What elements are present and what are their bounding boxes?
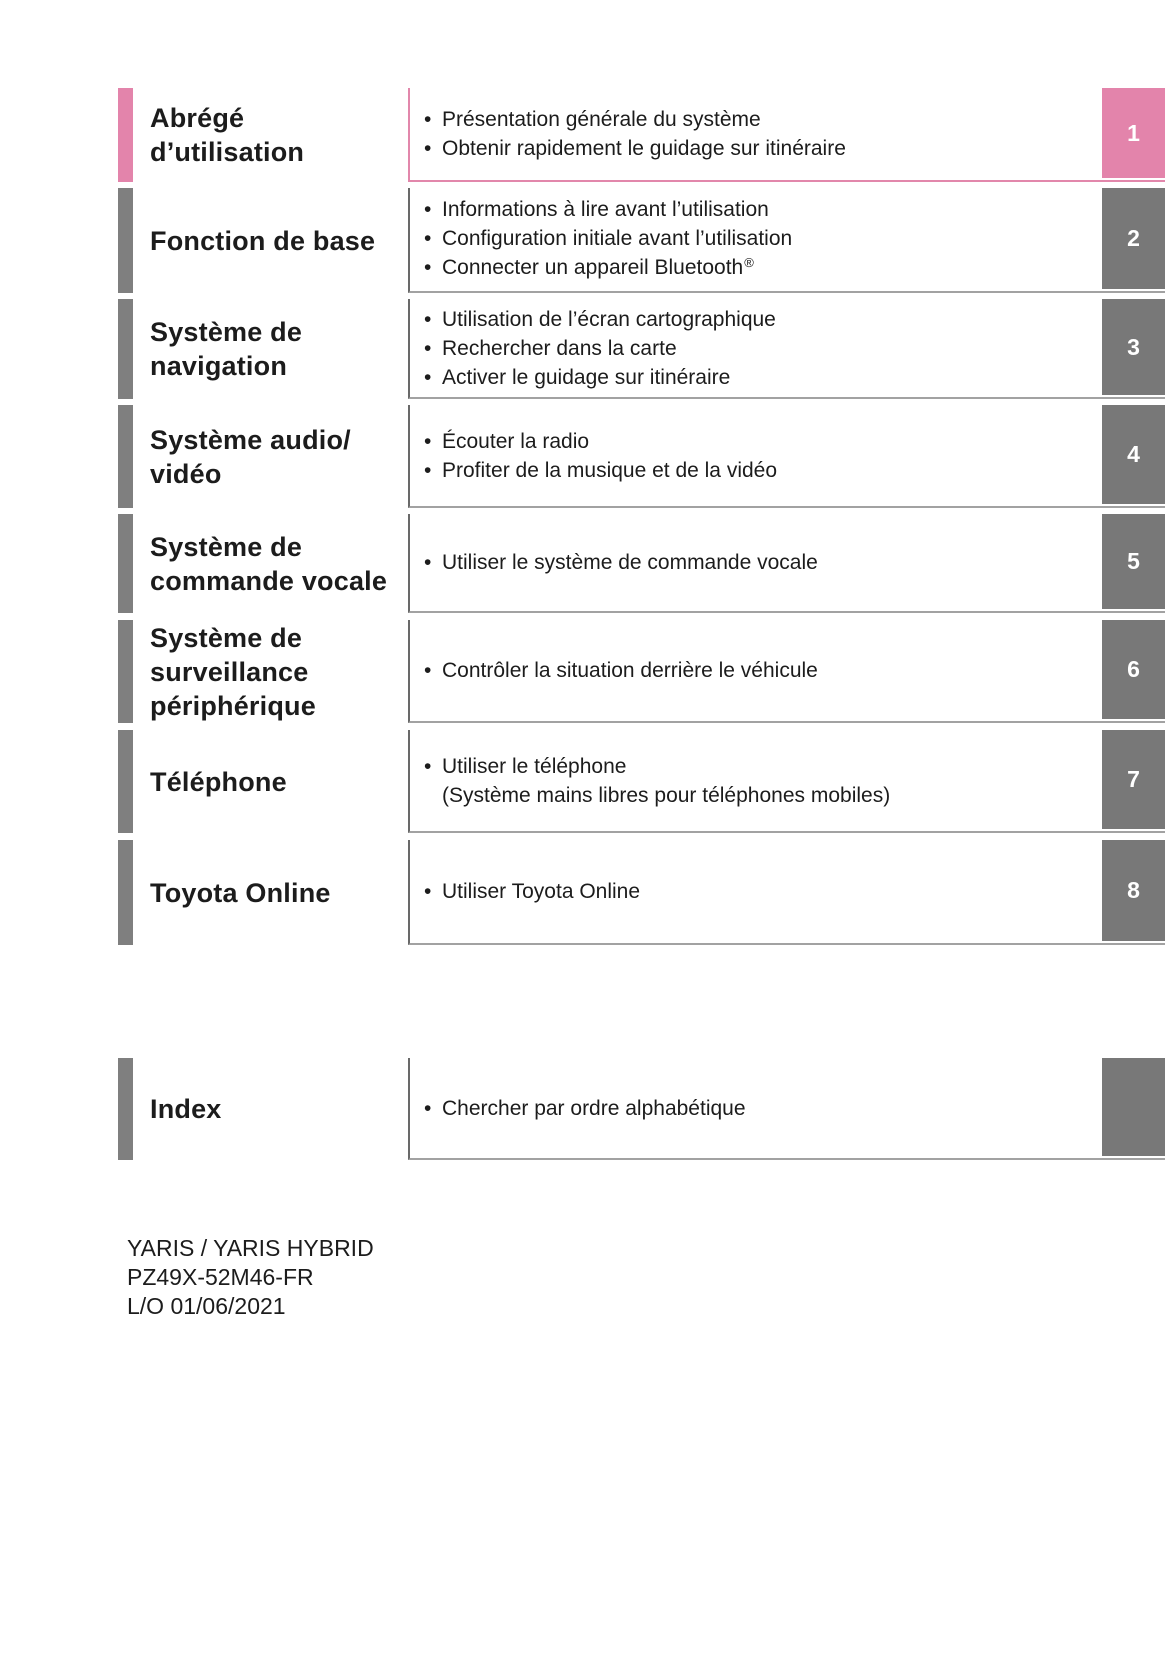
- summary-bullet: [424, 548, 1090, 577]
- publication-info: [127, 1234, 374, 1321]
- summary-bullet: [424, 752, 1090, 781]
- summary-continuation-line: [424, 781, 1090, 810]
- section-label-area: [118, 840, 408, 945]
- section-title: [150, 299, 302, 399]
- summary-bullet: [424, 1094, 1090, 1123]
- bullet-marker: •: [424, 307, 432, 331]
- chapter-tab-number: 4: [1127, 441, 1140, 467]
- section-label-area: [118, 514, 408, 613]
- section-title: [150, 620, 316, 723]
- section-summary-box: [408, 514, 1165, 613]
- section-row-navigation: [118, 299, 1165, 399]
- chapter-tab-3: [1102, 299, 1165, 395]
- summary-text: Utiliser le système de commande vocale: [442, 551, 818, 574]
- summary-bullet: [424, 334, 1090, 363]
- bullet-marker: •: [424, 429, 432, 453]
- footer-date-line: L/O 01/06/2021: [127, 1293, 286, 1319]
- section-summary-box: [408, 188, 1165, 293]
- summary-bullet: [424, 877, 1090, 906]
- section-row-fonction-de-base: [118, 188, 1165, 293]
- table-of-contents: [118, 88, 1165, 1160]
- summary-bullet: [424, 134, 1090, 163]
- section-title-line: Système de: [150, 317, 303, 347]
- section-color-bar: [118, 620, 133, 723]
- chapter-tab-1: [1102, 88, 1165, 178]
- section-title-line: navigation: [150, 351, 288, 381]
- summary-text: Obtenir rapidement le guidage sur itinéraire: [442, 137, 846, 160]
- chapter-tab-7: [1102, 730, 1165, 829]
- section-title-line: commande vocale: [150, 565, 388, 596]
- chapter-tab-number: 1: [1127, 119, 1140, 146]
- bullet-marker: •: [424, 137, 432, 160]
- section-summary-box: [408, 405, 1165, 508]
- chapter-tab-8: [1102, 840, 1165, 941]
- section-summary-box: [408, 620, 1165, 723]
- bullet-marker: •: [424, 551, 432, 574]
- bullet-marker: •: [424, 659, 432, 682]
- summary-bullet: [424, 427, 1090, 456]
- section-title: [150, 1058, 222, 1160]
- section-title-line: Index: [150, 1094, 222, 1124]
- section-title-line: Système de: [150, 622, 303, 653]
- summary-text: Profiter de la musique et de la vidéo: [442, 458, 778, 482]
- section-color-bar: [118, 730, 133, 833]
- summary-bullet: [424, 456, 1090, 485]
- section-summary-box: [408, 299, 1165, 399]
- summary-bullet: [424, 105, 1090, 134]
- summary-text: Utilisation de l’écran cartographique: [442, 307, 776, 331]
- summary-text: Utiliser le téléphone: [442, 754, 627, 778]
- chapter-tab-index: [1102, 1058, 1165, 1156]
- section-summary-box: [408, 730, 1165, 833]
- summary-bullet: [424, 305, 1090, 334]
- chapter-tab-2: [1102, 188, 1165, 289]
- bullet-marker: •: [424, 256, 432, 279]
- section-summary-box: [408, 88, 1165, 182]
- section-title-line: Téléphone: [150, 766, 287, 797]
- section-color-bar: [118, 840, 133, 945]
- section-row-surveillance: [118, 620, 1165, 723]
- summary-text: Chercher par ordre alphabétique: [442, 1096, 746, 1120]
- footer-part-number-line: PZ49X-52M46-FR: [127, 1264, 314, 1290]
- section-title: [150, 88, 304, 182]
- section-label-area: [118, 299, 408, 399]
- bullet-marker: •: [424, 198, 432, 221]
- chapter-tab-number: 5: [1127, 548, 1140, 574]
- bullet-marker: •: [424, 1096, 432, 1120]
- bullet-marker: •: [424, 227, 432, 250]
- summary-text: Écouter la radio: [442, 429, 590, 453]
- section-title-line: périphérique: [150, 690, 316, 721]
- summary-bullet: [424, 363, 1090, 392]
- section-color-bar: [118, 188, 133, 293]
- summary-text: Informations à lire avant l’utilisation: [442, 198, 769, 221]
- chapter-tab-4: [1102, 405, 1165, 504]
- chapter-tab-number: 7: [1127, 766, 1140, 792]
- section-summary-box: [408, 840, 1165, 945]
- section-color-bar: [118, 405, 133, 508]
- section-title: [150, 405, 351, 508]
- chapter-tab-number: 6: [1127, 656, 1140, 682]
- section-title-line: Toyota Online: [150, 877, 331, 908]
- summary-bullet: [424, 195, 1090, 224]
- bullet-marker: •: [424, 754, 432, 778]
- section-row-telephone: [118, 730, 1165, 833]
- summary-bullet: [424, 656, 1090, 685]
- section-title: [150, 840, 331, 945]
- bullet-marker: •: [424, 365, 432, 389]
- section-label-area: [118, 620, 408, 723]
- section-row-audio-video: [118, 405, 1165, 508]
- summary-text: Utiliser Toyota Online: [442, 880, 641, 903]
- section-row-toyota-online: [118, 840, 1165, 945]
- summary-bullet: [424, 224, 1090, 253]
- summary-text: Connecter un appareil Bluetooth: [442, 256, 744, 279]
- section-label-area: [118, 730, 408, 833]
- footer-model-line: YARIS / YARIS HYBRID: [127, 1235, 374, 1261]
- section-row-abrege: [118, 88, 1165, 182]
- bullet-marker: •: [424, 336, 432, 360]
- summary-text: Rechercher dans la carte: [442, 336, 677, 360]
- section-title-line: d’utilisation: [150, 137, 305, 167]
- summary-text: Activer le guidage sur itinéraire: [442, 365, 731, 389]
- section-color-bar: [118, 299, 133, 399]
- section-summary-box: [408, 1058, 1165, 1160]
- section-title: [150, 188, 375, 293]
- section-title-line: Système audio/: [150, 424, 351, 455]
- summary-text: Contrôler la situation derrière le véhicule: [442, 659, 818, 682]
- section-color-bar: [118, 514, 133, 613]
- section-title-line: surveillance: [150, 656, 309, 687]
- section-row-index: [118, 1058, 1165, 1160]
- section-title-line: Système de: [150, 531, 303, 562]
- bullet-marker: •: [424, 108, 432, 131]
- section-color-bar: [118, 88, 133, 182]
- summary-text: (Système mains libres pour téléphones mobiles): [442, 783, 891, 807]
- section-title: [150, 514, 387, 613]
- summary-text: Présentation générale du système: [442, 108, 761, 131]
- bullet-marker: •: [424, 880, 432, 903]
- chapter-tab-5: [1102, 514, 1165, 609]
- section-color-bar: [118, 1058, 133, 1160]
- section-label-area: [118, 1058, 408, 1160]
- chapter-tab-number: 8: [1127, 877, 1140, 903]
- section-title: [150, 730, 287, 833]
- chapter-tab-number: 2: [1127, 225, 1140, 251]
- section-label-area: [118, 188, 408, 293]
- section-label-area: [118, 405, 408, 508]
- bullet-marker: •: [424, 458, 432, 482]
- section-label-area: [118, 88, 408, 182]
- chapter-tab-number: 3: [1127, 333, 1140, 360]
- section-title-line: Fonction de base: [150, 225, 376, 256]
- chapter-tab-6: [1102, 620, 1165, 719]
- summary-text: Configuration initiale avant l’utilisation: [442, 227, 793, 250]
- section-title-line: vidéo: [150, 458, 222, 489]
- registered-trademark-sup: ®: [744, 255, 754, 270]
- summary-bullet: [424, 253, 1090, 284]
- section-title-line: Abrégé: [150, 103, 245, 133]
- section-row-commande-vocale: [118, 514, 1165, 613]
